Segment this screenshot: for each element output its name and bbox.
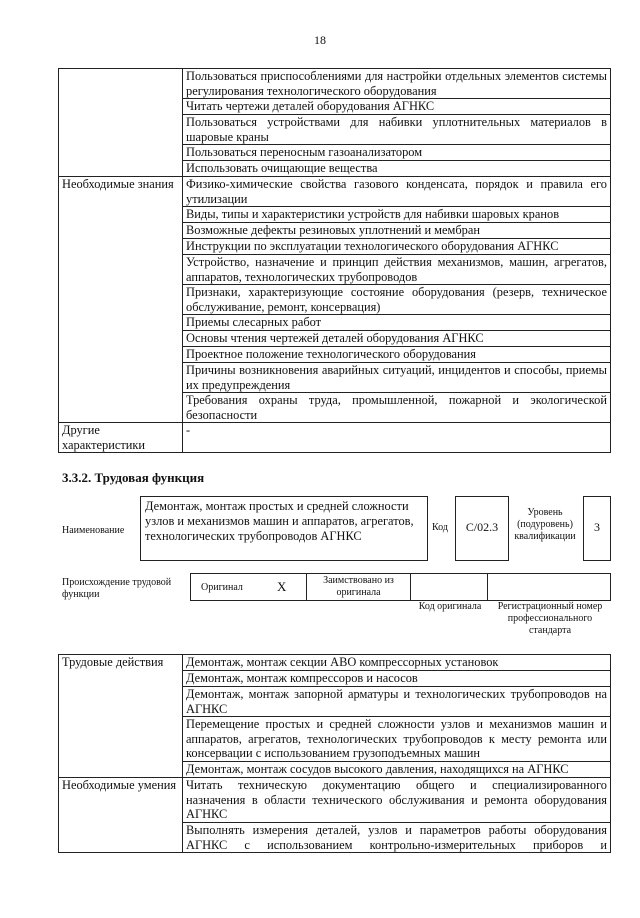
- original-mark: X: [277, 579, 287, 594]
- table-row: [59, 423, 611, 453]
- code-caption: Код оригинала: [418, 601, 482, 612]
- bottom-table: [58, 654, 611, 853]
- qualification-level: 3: [583, 496, 611, 561]
- origin-code-cell: [410, 573, 488, 601]
- original-cell: [190, 573, 307, 601]
- row-label-empty: [59, 69, 183, 177]
- row-text: -: [183, 423, 611, 453]
- row-text: Приемы слесарных работ: [183, 315, 611, 331]
- row-text: Инструкции по эксплуатации технологического оборудования АГНКС: [183, 239, 611, 255]
- row-label-knowledge: Необходимые знания: [59, 177, 183, 423]
- row-label-skills: Необходимые умения: [59, 778, 183, 853]
- row-text: Пользоваться устройствами для набивки уплотнительных материалов в шаровые краны: [183, 115, 611, 145]
- level-label: Уровень (подуровень) квалификации: [514, 507, 576, 542]
- row-text: Признаки, характеризующие состояние оборудования (резерв, техническое обслуживание, ремонт, консервация): [183, 285, 611, 315]
- row-text: Причины возникновения аварийных ситуаций, инцидентов и способы, приемы их предупреждения: [183, 363, 611, 393]
- row-text: Перемещение простых и средней сложности узлов и механизмов машин и аппаратов, агрегатов, технологических трубопроводов к месту ремонта или консервации с использованием грузоподъемных машин: [183, 717, 611, 762]
- row-text: Возможные дефекты резиновых уплотнений и мембран: [183, 223, 611, 239]
- origin-label: Происхождение трудовой функции: [62, 577, 172, 600]
- row-text: Виды, типы и характеристики устройств для набивки шаровых кранов: [183, 207, 611, 223]
- row-label-other: Другие характеристики: [59, 423, 183, 453]
- row-text: Читать техническую документацию общего и специализированного назначения в области технического обслуживания и ремонта оборудования АГНКС: [183, 778, 611, 823]
- table-row: [59, 69, 611, 99]
- row-text: Устройство, назначение и принцип действия механизмов, машин, агрегатов, аппаратов, технологических трубопроводов: [183, 255, 611, 285]
- row-text: Физико-химические свойства газового конденсата, порядок и правила его утилизации: [183, 177, 611, 207]
- row-text: Демонтаж, монтаж сосудов высокого давления, находящихся на АГНКС: [183, 762, 611, 778]
- row-text: Читать чертежи деталей оборудования АГНКС: [183, 99, 611, 115]
- code-label: Код: [432, 522, 448, 533]
- row-text: Демонтаж, монтаж запорной арматуры и технологических трубопроводов на АГНКС: [183, 687, 611, 717]
- row-text: Выполнять измерения деталей, узлов и параметров работы оборудования АГНКС с использованием контрольно-измерительных приборов и: [183, 823, 611, 853]
- row-text: Демонтаж, монтаж секции АВО компрессорных установок: [183, 655, 611, 671]
- registration-number-cell: [487, 573, 611, 601]
- table-row: [59, 778, 611, 823]
- row-text: Пользоваться переносным газоанализатором: [183, 145, 611, 161]
- top-table: [58, 68, 611, 453]
- borrowed-cell: Заимствовано из оригинала: [306, 573, 411, 601]
- section-heading: 3.3.2. Трудовая функция: [62, 470, 205, 485]
- row-text: Пользоваться приспособлениями для настройки отдельных элементов системы регулирования технологического оборудования: [183, 69, 611, 99]
- row-text: Проектное положение технологического оборудования: [183, 347, 611, 363]
- row-label-actions: Трудовые действия: [59, 655, 183, 778]
- registration-caption: Регистрационный номер профессионального стандарта: [497, 601, 603, 636]
- name-label: Наименование: [62, 525, 125, 536]
- function-name: Демонтаж, монтаж простых и средней сложности узлов и механизмов машин и аппаратов, агрегатов, технологических трубопроводов АГНКС: [140, 496, 428, 561]
- page-number: 18: [314, 33, 326, 47]
- row-text: Демонтаж, монтаж компрессоров и насосов: [183, 671, 611, 687]
- row-text: Требования охраны труда, промышленной, пожарной и экологической безопасности: [183, 393, 611, 423]
- row-text: Использовать очищающие вещества: [183, 161, 611, 177]
- function-code: С/02.3: [455, 496, 509, 561]
- original-label: Оригинал: [201, 582, 243, 593]
- row-text: Основы чтения чертежей деталей оборудования АГНКС: [183, 331, 611, 347]
- table-row: [59, 655, 611, 671]
- table-row: [59, 177, 611, 207]
